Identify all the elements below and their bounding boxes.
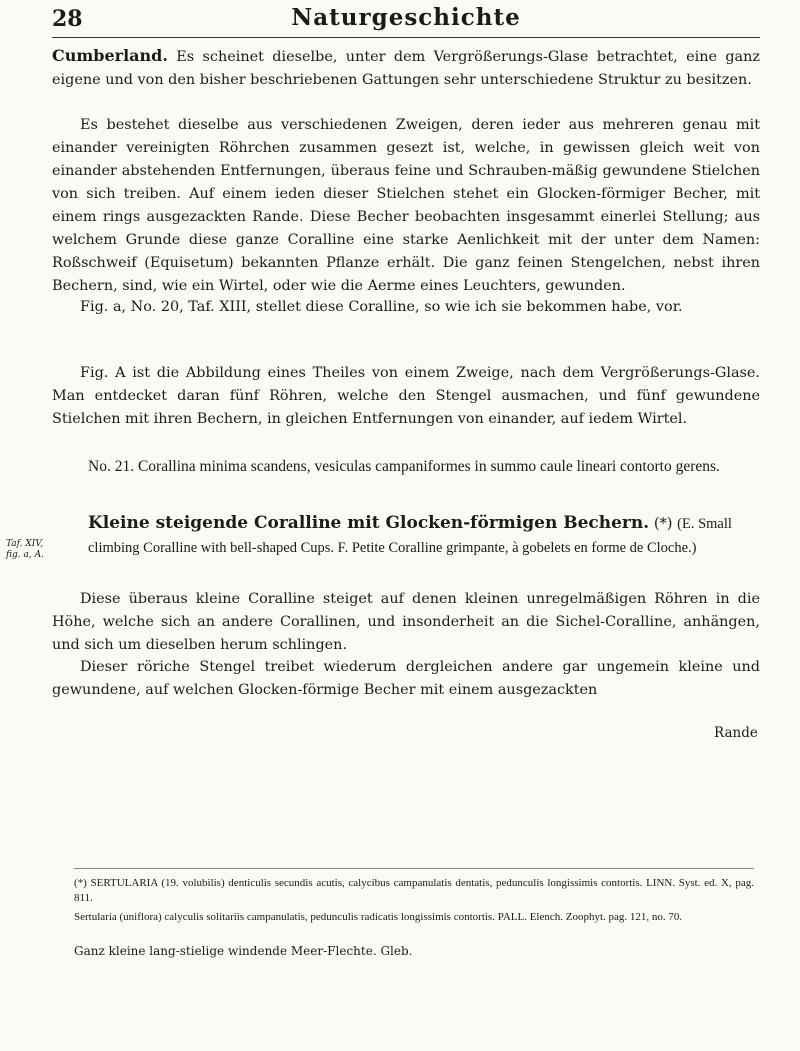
entry-number: No. 21.	[88, 458, 135, 475]
catchword: Rande	[714, 725, 758, 741]
footnote-marker: (*)	[653, 515, 673, 532]
footnote-rule	[74, 868, 754, 869]
paragraph-4: Fig. A ist die Abbildung eines Theiles von einem Zweige, nach dem Vergrößerungs-Glase. Man entdecket daran fünf Röhren, welche den Stengel ausmachen, und fünf gewundene Stielchen mit ihren Bechern, in gleichen Entfernungen von einander, auf iedem Wirtel.	[52, 365, 760, 427]
latin-name: Corallina minima scandens, vesiculas campaniformes in summo caule lineari contorto gerens.	[137, 458, 720, 475]
paragraph-lead: Cumberland.	[52, 46, 168, 65]
paragraph-6: Dieser röriche Stengel treibet wiederum dergleichen andere gar ungemein kleine und gewundene, auf welchen Glocken-förmige Becher mit einem ausgezackten	[52, 659, 760, 698]
paragraph-5: Diese überaus kleine Coralline steiget auf denen kleinen unregelmäßigen Röhren in die Höhe, welche sich an andere Corallinen, und insonderheit an die Sichel-Coralline, anhängen, und sich um dieselben herum schlingen.	[52, 591, 760, 653]
german-name: Kleine steigende Coralline mit Glocken-förmigen Bechern.	[88, 513, 650, 533]
paragraph-1	[52, 44, 760, 92]
page-header	[52, 4, 760, 34]
paragraph-2: Es bestehet dieselbe aus verschiedenen Zweigen, deren ieder aus mehreren genau mit einander vereinigten Röhrchen zusammen gesezt ist, welche, in gewissen gleich weit von einander abstehenden Entfernungen, überaus feine und Schrauben-mäßig gewundene Stielchen von sich treiben. Auf einem ieden dieser Stielchen stehet ein Glocken-förmiger Becher, mit einem rings ausgezackten Rande. Diese Becher beobachten insgesammt einerlei Stellung; aus welchem Grunde diese ganze Coralline eine starke Aenlichkeit mit der unter dem Namen: Roßschweif (Equisetum) bekannten Pflanze erhält. Die ganz feinen Stengelchen, nebst ihren Bechern, sind, wie ein Wirtel, oder wie die Aerme eines Leuchters, gewunden.	[52, 117, 760, 294]
paragraph-3: Fig. a, No. 20, Taf. XIII, stellet diese Coralline, so wie ich sie bekommen habe, vor.	[80, 299, 683, 315]
running-head: Naturgeschichte	[291, 4, 521, 31]
latin-entry	[88, 456, 760, 478]
species-title	[88, 512, 760, 560]
margin-note: Taf. XIV, fig. a, A.	[6, 539, 44, 560]
footnote-1: (*) SERTULARIA (19. volubilis) denticulis secundis acutis, calycibus campanulatis dentatis, pedunculis longissimis contortis. LINN. Syst. ed. X, pag. 811.	[74, 877, 754, 904]
footnote-2: Sertularia (uniflora) calyculis solitariis campanulatis, pedunculis radicatis longissimis contortis. PALL. Elench. Zoophyt. pag. 121, no. 70.	[74, 911, 683, 923]
header-rule	[52, 37, 760, 38]
vernacular-names: (E. Small climbing Coralline with bell-shaped Cups. F. Petite Coralline grimpante, à gobelets en forme de Cloche.)	[88, 516, 732, 556]
page-number: 28	[52, 6, 83, 32]
paragraph-text: Es scheinet dieselbe, unter dem Vergrößerungs-Glase betrachtet, eine ganz eigene und von den bisher beschriebenen Gattungen sehr unterschiedene Struktur zu besitzen.	[52, 49, 760, 88]
footnote-3: Ganz kleine lang-stielige windende Meer-Flechte. Gleb.	[74, 944, 413, 958]
